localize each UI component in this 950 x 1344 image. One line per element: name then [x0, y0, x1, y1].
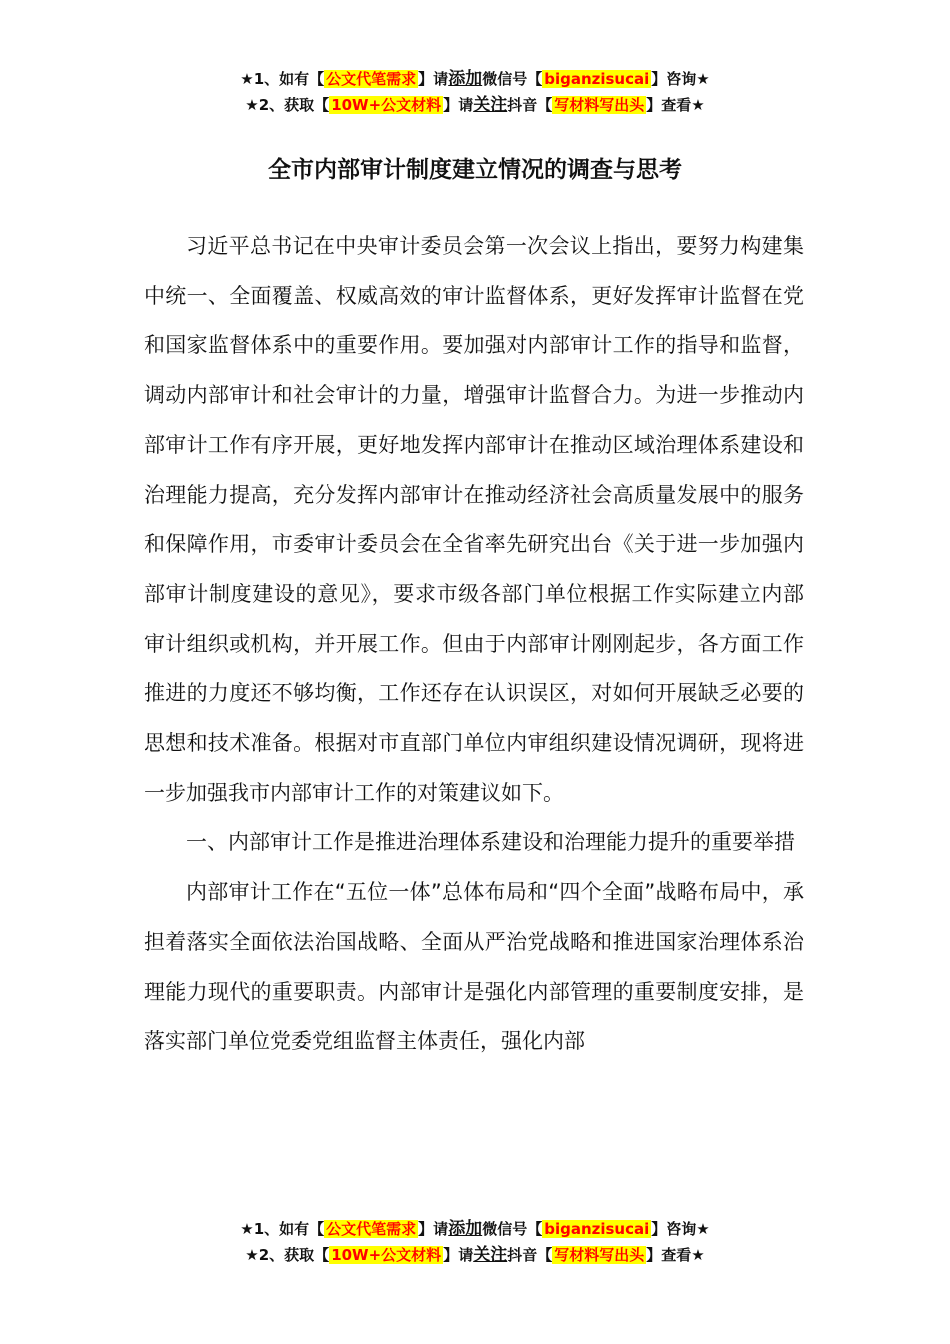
banner-text: 】咨询★: [651, 1220, 710, 1238]
banner-highlight-materials: 10W+公文材料: [331, 96, 442, 114]
banner-line-1: [0, 66, 950, 92]
banner-highlight-wechat-id: biganzisucai: [544, 70, 650, 88]
banner-emphasis-add: 添加: [448, 69, 483, 89]
banner-emphasis-follow: 关注: [473, 1245, 508, 1265]
document-body: [144, 222, 804, 1067]
banner-text: 】请: [418, 70, 449, 88]
banner-text: 】查看★: [646, 96, 705, 114]
banner-text: 】请: [443, 96, 474, 114]
header-banner: [0, 66, 950, 118]
banner-text: 微信号【: [482, 1220, 543, 1238]
banner-text: 】请: [418, 1220, 449, 1238]
banner-highlight-douyin: 写材料写出头: [554, 96, 645, 114]
banner-highlight-douyin: 写材料写出头: [554, 1246, 645, 1264]
banner-highlight-service: 公文代笔需求: [326, 70, 417, 88]
banner-text: ★2、获取【: [245, 96, 330, 114]
banner-emphasis-add: 添加: [448, 1219, 483, 1239]
banner-highlight-materials: 10W+公文材料: [331, 1246, 442, 1264]
banner-text: 微信号【: [482, 70, 543, 88]
banner-text: ★1、如有【: [240, 70, 325, 88]
banner-emphasis-follow: 关注: [473, 95, 508, 115]
banner-text: 】咨询★: [651, 70, 710, 88]
body-paragraph-section-1: 内部审计工作在“五位一体”总体布局和“四个全面”战略布局中，承担着落实全面依法治国战略、全面从严治党战略和推进国家治理体系治理能力现代的重要职责。内部审计是强化内部管理的重要制度安排，是落实部门单位党委党组监督主体责任，强化内部: [144, 880, 804, 1054]
banner-line-2: [0, 1242, 950, 1268]
banner-highlight-service: 公文代笔需求: [326, 1220, 417, 1238]
body-paragraph-intro: 习近平总书记在中央审计委员会第一次会议上指出，要努力构建集中统一、全面覆盖、权威高效的审计监督体系，更好发挥审计监督在党和国家监督体系中的重要作用。要加强对内部审计工作的指导和监督，调动内部审计和社会审计的力量，增强审计监督合力。为进一步推动内部审计工作有序开展，更好地发挥内部审计在推动区域治理体系建设和治理能力提高，充分发挥内部审计在推动经济社会高质量发展中的服务和保障作用，市委审计委员会在全省率先研究出台《关于进一步加强内部审计制度建设的意见》，要求市级各部门单位根据工作实际建立内部审计组织或机构，并开展工作。但由于内部审计刚刚起步，各方面工作推进的力度还不够均衡，工作还存在认识误区，对如何开展缺乏必要的思想和技术准备。根据对市直部门单位内审组织建设情况调研，现将进一步加强我市内部审计工作的对策建议如下。: [144, 234, 804, 805]
banner-highlight-wechat-id: biganzisucai: [544, 1220, 650, 1238]
banner-text: 抖音【: [507, 96, 553, 114]
document-title: 全市内部审计制度建立情况的调查与思考: [268, 157, 682, 183]
banner-text: ★1、如有【: [240, 1220, 325, 1238]
banner-text: 】查看★: [646, 1246, 705, 1264]
banner-line-2: [0, 92, 950, 118]
banner-line-1: [0, 1216, 950, 1242]
banner-text: ★2、获取【: [245, 1246, 330, 1264]
section-heading-1: 一、内部审计工作是推进治理体系建设和治理能力提升的重要举措: [186, 830, 795, 855]
footer-banner: [0, 1216, 950, 1268]
banner-text: 】请: [443, 1246, 474, 1264]
banner-text: 抖音【: [507, 1246, 553, 1264]
